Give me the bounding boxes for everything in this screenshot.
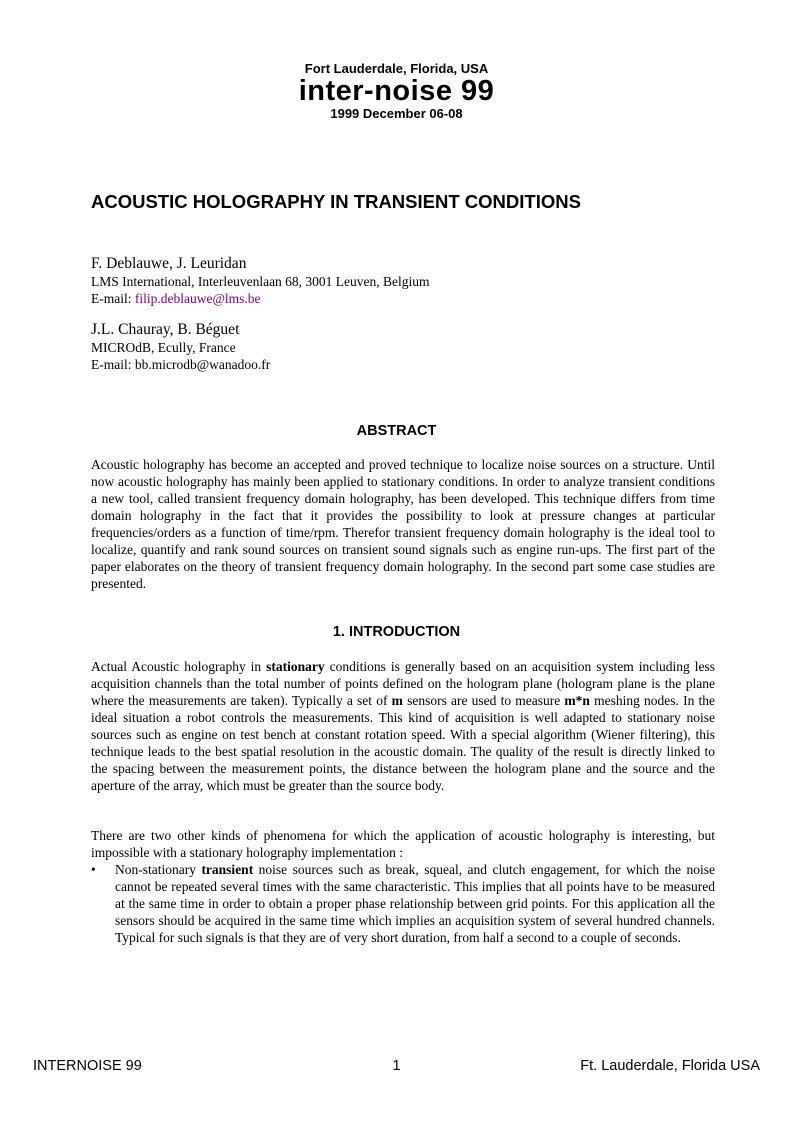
author-names: F. Deblauwe, J. Leuridan: [91, 255, 247, 272]
introduction-paragraph-2: There are two other kinds of phenomena for which the application of acoustic holography is interesting, but impossible with a stationary holography implementation :: [91, 828, 715, 860]
footer-location: Ft. Lauderdale, Florida USA: [580, 1058, 760, 1074]
author-names: J.L. Chauray, B. Béguet: [91, 321, 240, 338]
author-block-2: [91, 320, 731, 373]
email-address: bb.microdb@wanadoo.fr: [134, 356, 271, 372]
conference-location: Fort Lauderdale, Florida, USA: [304, 61, 489, 76]
email-link[interactable]: filip.deblauwe@lms.be: [134, 290, 261, 306]
paper-title: ACOUSTIC HOLOGRAPHY IN TRANSIENT CONDITIONS: [91, 191, 581, 212]
abstract-paragraph: Acoustic holography has become an accepted and proved technique to localize noise sources on a structure. Until now acoustic holography has mainly been applied to stationary conditions. In order to analyze transient conditions a new tool, called transient frequency domain holography, has been developed. This technique differs from time domain holography in the fact that it provides the possibility to look at pressure changes at particular frequencies/orders as a function of time/rpm. Therefor transient frequency domain holography is the ideal tool to localize, quantify and rank sound sources on transient sound signals such as engine run-ups. The first part of the paper elaborates on the theory of transient frequency domain holography. In the second part some case studies are presented.: [91, 457, 715, 591]
emphasis-stationary: stationary: [266, 659, 325, 674]
footer-conference: INTERNOISE 99: [33, 1058, 142, 1074]
author-email-line: [91, 291, 731, 308]
conference-logo-name: inter-noise 99: [298, 75, 495, 107]
list-item: [91, 861, 715, 946]
email-label: E-mail:: [91, 356, 135, 372]
author-email-line: [91, 357, 731, 374]
conference-header: [0, 60, 793, 123]
email-label: E-mail:: [91, 290, 135, 306]
list-item-text: Non-stationary transient noise sources such as break, squeal, and clutch engagement, for which the noise cannot be repeated several times with the same characteristic. This implies that all points have to be measured at the same time in order to obtain a proper phase relationship between grid points. For this application all the sensors should be acquired in the same time which implies an acquisition system of several hundred channels. Typical for such signals is that they are of very short duration, from half a second to a couple of seconds.: [115, 862, 715, 945]
abstract-heading: ABSTRACT: [356, 423, 437, 439]
introduction-heading: 1. INTRODUCTION: [332, 624, 461, 640]
bullet-icon: •: [91, 862, 96, 877]
emphasis-mn: m*n: [564, 693, 590, 708]
page-number: 1: [392, 1058, 401, 1074]
emphasis-m: m: [391, 693, 403, 708]
conference-dates: 1999 December 06-08: [330, 106, 463, 121]
author-affiliation: LMS International, Interleuvenlaan 68, 3001 Leuven, Belgium: [91, 274, 430, 289]
page-footer: [33, 1057, 760, 1075]
emphasis-transient: transient: [201, 862, 254, 877]
introduction-paragraph-1: Actual Acoustic holography in stationary conditions is generally based on an acquisition system including less acquisition channels than the total number of points defined on the hologram plane (hologram plane is the plane where the measurements are taken). Typically a set of m sensors are used to measure m*n meshing nodes. In the ideal situation a robot controls the measurements. This kind of acquisition is well adapted to stationary noise sources such as engine on test bench at constant rotation speed. With a special algorithm (Wiener filtering), this technique leads to the best spatial resolution in the acoustic domain. The quality of the result is directly linked to the spacing between the measurement points, the distance between the hologram plane and the source and the aperture of the array, which must be greater than the source body.: [91, 659, 716, 793]
author-block-1: [91, 254, 731, 307]
author-affiliation: MICROdB, Ecully, France: [91, 340, 236, 355]
